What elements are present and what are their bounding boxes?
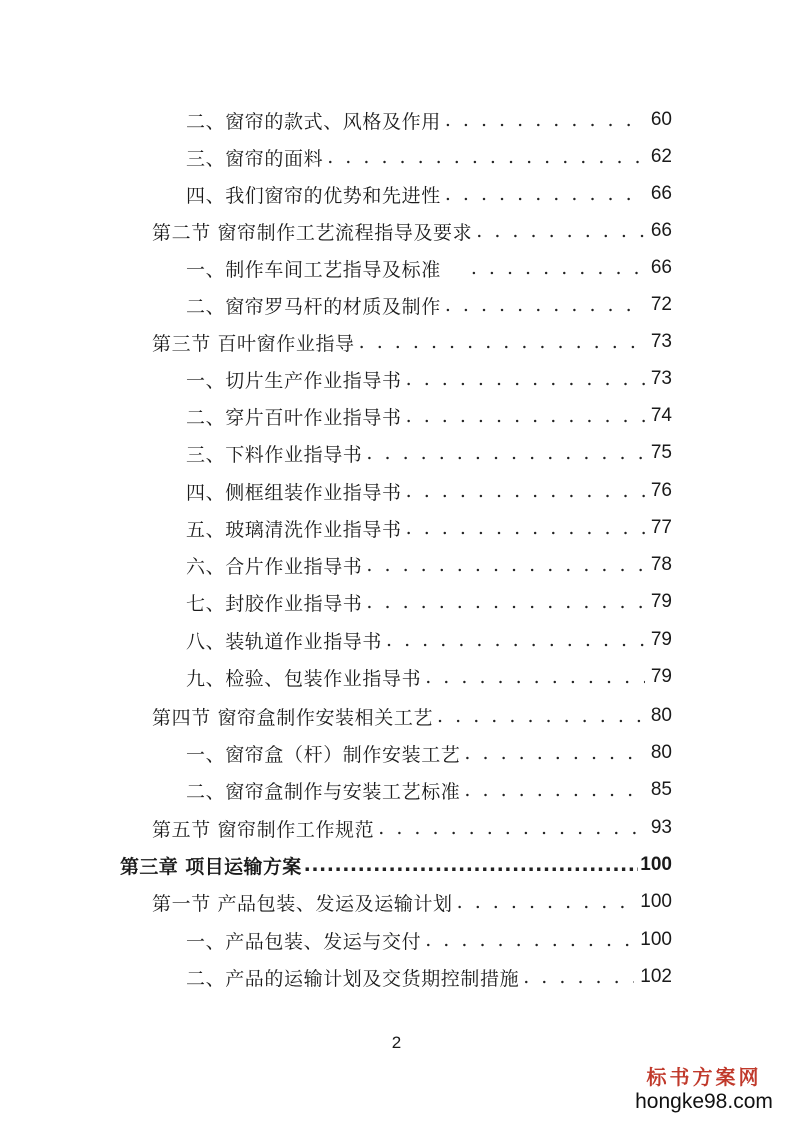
toc-leader	[386, 629, 645, 651]
toc-leader	[366, 554, 644, 576]
toc-entry-page: 100	[640, 891, 672, 912]
toc-leader	[359, 331, 645, 353]
toc-entry[interactable]	[186, 777, 672, 803]
toc-entry-title: 第四节 窗帘盒制作安装相关工艺	[152, 706, 434, 729]
watermark-site-name: 标书方案网	[646, 1065, 762, 1089]
toc-entry-title: 八、装轨道作业指导书	[186, 630, 383, 653]
page-number: 2	[391, 1033, 402, 1052]
toc-leader	[406, 480, 645, 502]
toc-entry-page: 80	[650, 742, 672, 763]
toc-entry-page: 60	[650, 109, 672, 130]
toc-entry-section[interactable]	[152, 218, 672, 244]
toc-entry[interactable]	[186, 107, 672, 133]
toc-entry-page: 79	[650, 591, 672, 612]
toc-entry-title: 六、合片作业指导书	[186, 555, 363, 578]
toc-entry-title: 二、穿片百叶作业指导书	[186, 406, 402, 429]
toc-entry-page: 73	[650, 331, 672, 352]
toc-entry[interactable]	[186, 664, 672, 690]
toc-entry-title: 五、玻璃清洗作业指导书	[186, 518, 402, 541]
toc-entry-page: 100	[640, 929, 672, 950]
toc-entry-section[interactable]	[152, 703, 672, 729]
toc-leader	[457, 891, 635, 913]
toc-entry-page: 100	[640, 854, 672, 875]
toc-entry-page: 62	[650, 146, 672, 167]
toc-entry-page: 74	[650, 405, 672, 426]
toc-leader	[523, 966, 634, 988]
toc-entry-title: 第三节 百叶窗作业指导	[152, 332, 355, 355]
watermark-logo	[629, 1064, 779, 1114]
toc-entry-page: 78	[650, 554, 672, 575]
toc-leader	[471, 257, 645, 279]
toc-leader	[366, 591, 644, 613]
toc-entry-section[interactable]	[152, 889, 672, 915]
toc-entry-title: 第五节 窗帘制作工作规范	[152, 818, 375, 841]
toc-entry[interactable]	[186, 515, 672, 541]
toc-entry-title: 二、窗帘盒制作与安装工艺标准	[186, 780, 461, 803]
watermark-url: hongke98.com	[635, 1090, 773, 1113]
toc-entry-page: 75	[650, 442, 672, 463]
toc-leader	[406, 368, 645, 390]
toc-entry-title: 三、窗帘的面料	[186, 147, 324, 170]
toc-entry-title: 一、制作车间工艺指导及标准	[186, 258, 441, 281]
toc-entry-section[interactable]	[152, 815, 672, 841]
toc-entry-title: 七、封胶作业指导书	[186, 592, 363, 615]
toc-entry-title: 九、检验、包装作业指导书	[186, 667, 422, 690]
toc-entry[interactable]	[186, 552, 672, 578]
toc-entry-title: 一、产品包装、发运与交付	[186, 930, 422, 953]
toc-leader	[445, 183, 645, 205]
toc-leader	[425, 666, 645, 688]
toc-entry-page: 76	[650, 480, 672, 501]
toc-entry-page: 79	[650, 629, 672, 650]
toc-leader	[406, 517, 645, 539]
toc-entry-title: 一、切片生产作业指导书	[186, 369, 402, 392]
toc-leader	[304, 854, 639, 876]
toc-entry-page: 66	[650, 257, 672, 278]
toc-entry-section[interactable]	[152, 329, 672, 355]
toc-leader	[366, 442, 644, 464]
toc-entry-title: 二、产品的运输计划及交货期控制措施	[186, 967, 520, 990]
toc-entry-title: 二、窗帘的款式、风格及作用	[186, 110, 441, 133]
toc-leader	[406, 405, 645, 427]
toc-entry[interactable]	[186, 440, 672, 466]
toc-entry-title: 一、窗帘盒（杆）制作安装工艺	[186, 743, 461, 766]
toc-entry-title: 四、我们窗帘的优势和先进性	[186, 184, 441, 207]
toc-entry[interactable]	[186, 589, 672, 615]
toc-entry-page: 73	[650, 368, 672, 389]
toc-leader	[445, 109, 645, 131]
toc-entry-title: 二、窗帘罗马杆的材质及制作	[186, 295, 441, 318]
toc-entry[interactable]	[186, 740, 672, 766]
toc-entry-chapter[interactable]	[120, 852, 672, 878]
toc-leader	[445, 294, 645, 316]
toc-entry-page: 77	[650, 517, 672, 538]
toc-entry-page: 93	[650, 817, 672, 838]
toc-entry[interactable]	[186, 627, 672, 653]
toc-entry-title: 第二节 窗帘制作工艺流程指导及要求	[152, 221, 473, 244]
toc-entry[interactable]	[186, 255, 672, 281]
toc-entry[interactable]	[186, 964, 672, 990]
toc-entry-title: 第三章 项目运输方案	[120, 855, 302, 878]
toc-leader	[437, 705, 645, 727]
toc-entry[interactable]	[186, 478, 672, 504]
toc-leader	[378, 817, 645, 839]
toc-entry-page: 102	[640, 966, 672, 987]
toc-entry-title: 第一节 产品包装、发运及运输计划	[152, 892, 453, 915]
toc-leader	[464, 742, 644, 764]
toc-leader	[425, 929, 634, 951]
toc-entry-page: 85	[650, 779, 672, 800]
toc-entry[interactable]	[186, 292, 672, 318]
toc-leader	[327, 146, 645, 168]
toc-leader	[464, 779, 644, 801]
toc-entry-page: 72	[650, 294, 672, 315]
toc-entry-page: 66	[650, 183, 672, 204]
toc-entry-page: 79	[650, 666, 672, 687]
toc-entry[interactable]	[186, 403, 672, 429]
toc-entry-page: 80	[650, 705, 672, 726]
toc-entry-title: 三、下料作业指导书	[186, 443, 363, 466]
toc-leader	[476, 220, 645, 242]
toc-entry[interactable]	[186, 366, 672, 392]
toc-entry[interactable]	[186, 927, 672, 953]
toc-entry[interactable]	[186, 144, 672, 170]
toc-entry-title: 四、侧框组装作业指导书	[186, 481, 402, 504]
toc-entry-page: 66	[650, 220, 672, 241]
toc-entry[interactable]	[186, 181, 672, 207]
